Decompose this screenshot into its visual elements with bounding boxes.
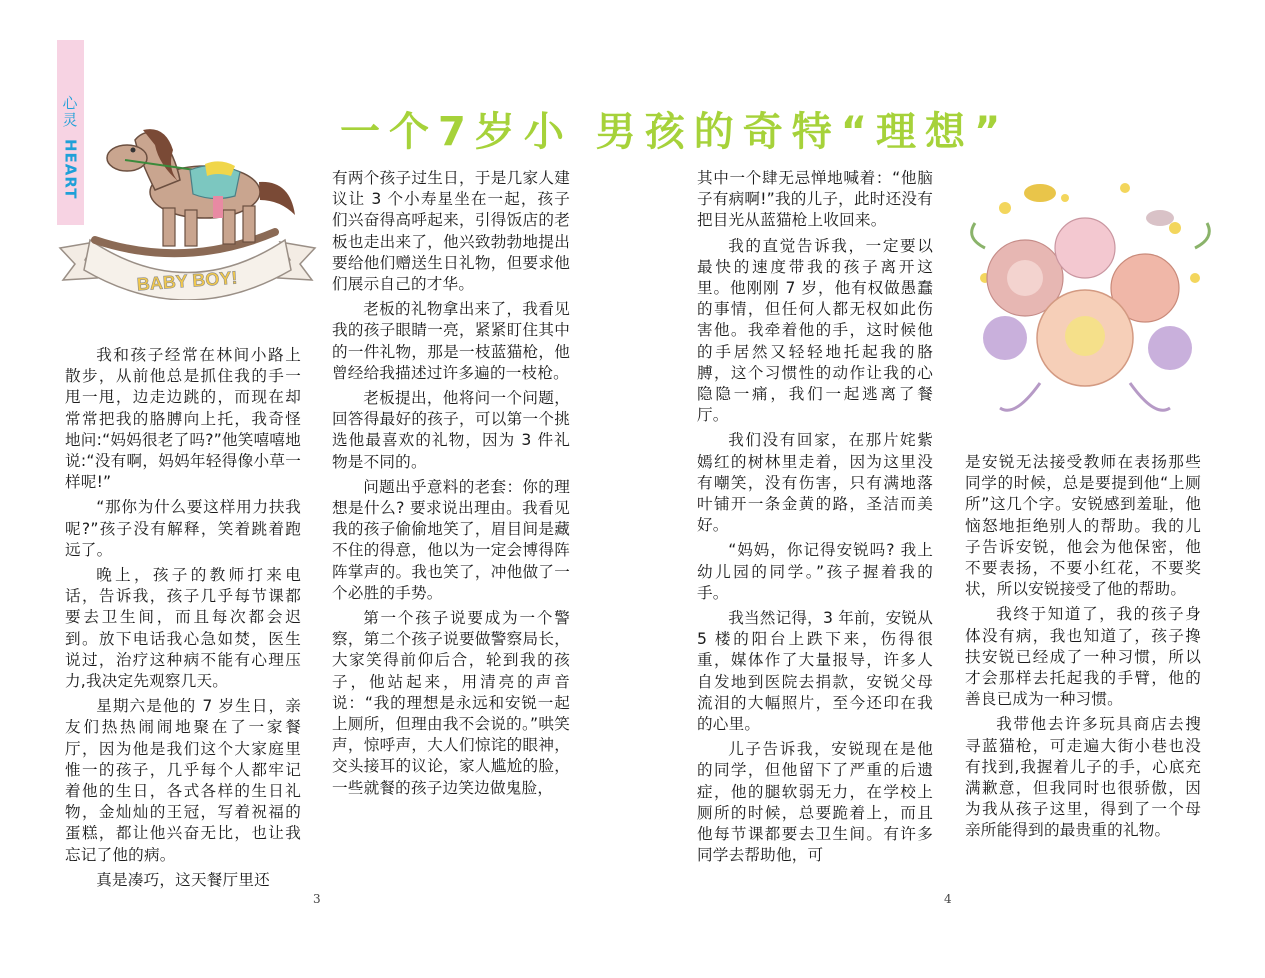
paragraph: “那你为什么要这样用力扶我呢?”孩子没有解释，笑着跳着跑远了。 (65, 498, 301, 559)
paragraph: 其中一个肆无忌惮地喊着：“他脑子有病啊!”我的儿子，此时还没有把目光从蓝猫枪上收回来。 (697, 169, 933, 230)
text-column-3 (697, 168, 933, 871)
flower-bouquet-illustration (945, 168, 1235, 443)
banner-text: BABY BOY! (136, 267, 238, 295)
paragraph: 是安锐无法接受教师在表扬那些同学的时候，总是要提到他“上厕所”这几个字。安锐感到羞耻，他恼怒地拒绝别人的帮助。我的儿子告诉安锐，他会为他保密，他不要表扬，不要小红花，不要奖状，所以安锐接受了他的帮助。 (965, 453, 1201, 599)
paragraph: 我终于知道了，我的孩子身体没有病，我也知道了，孩子搀扶安锐已经成了一种习惯，所以才会那样去托起我的手臂，他的善良已成为一种习惯。 (965, 605, 1201, 709)
paragraph: 真是凑巧，这天餐厅里还 (96, 870, 270, 889)
paragraph: 有两个孩子过生日，于是几家人建议让 3 个小寿星坐在一起，孩子们兴奋得高呼起来，引得饭店的老板也走出来了，他兴致勃勃地提出要给他们赠送生日礼物，但要求他们展示自己的才华。 (332, 169, 570, 294)
section-label-en: HEART (61, 139, 80, 200)
paragraph: 儿子告诉我，安锐现在是他的同学，但他留下了严重的后遗症，他的腿软弱无力，在学校上厕所的时候，总要跪着上，而且他每节课都要去卫生间。有许多同学去帮助他，可 (697, 740, 933, 865)
text-column-2 (332, 168, 570, 803)
article-title: 一个7岁小 男孩的奇特“理想” (340, 109, 1010, 155)
paragraph: 我们没有回家，在那片姹紫嫣红的树林里走着，因为这里没有嘲笑，没有伤害，只有满地落叶铺开一条金黄的路，圣洁而美好。 (697, 431, 933, 535)
text-column-1 (65, 345, 301, 895)
paragraph: 晚上，孩子的教师打来电话，告诉我，孩子几乎每节课都要去卫生间，而且每次都会迟到。放下电话我心急如焚，医生说过，治疗这种病不能有心理压力,我决定先观察几天。 (65, 566, 301, 691)
paragraph: 星期六是他的 7 岁生日，亲友们热热闹闹地聚在了一家餐厅，因为他是我们这个大家庭里惟一的孩子，几乎每个人都牢记着他的生日，各式各样的生日礼物，金灿灿的王冠，写着祝福的蛋糕，都让他兴奋无比，也让我忘记了他的病。 (65, 697, 301, 864)
paragraph: “妈妈，你记得安锐吗? 我上幼儿园的同学。”孩子握着我的手。 (697, 541, 933, 602)
text-column-4 (965, 452, 1201, 846)
paragraph: 我当然记得，3 年前，安锐从 5 楼的阳台上跌下来，伤得很重，媒体作了大量报导，许多人自发地到医院去捐款，安锐父母流泪的大幅照片，至今还印在我的心里。 (697, 609, 933, 734)
paragraph: 第一个孩子说要成为一个警察，第二个孩子说要做警察局长，大家笑得前仰后合，轮到我的孩子，他站起来，用清亮的声音说：“我的理想是永远和安锐一起上厕所，但理由我不会说的。”哄笑声，惊呼声，大人们惊诧的眼神，交头接耳的议论，家人尴尬的脸，一些就餐的孩子边笑边做鬼脸， (332, 609, 570, 797)
page-number-left: 3 (313, 892, 321, 906)
paragraph: 我的直觉告诉我，一定要以最快的速度带我的孩子离开这里。他刚刚 7 岁，他有权做愚蠢的事情，但任何人都无权如此伤害他。我牵着他的手，这时候他的手居然又轻轻地托起我的胳膊，这个习惯性的动作让我的心隐隐一痛，我们一起逃离了餐厅。 (697, 236, 933, 425)
page-number-right: 4 (944, 892, 952, 906)
paragraph: 老板的礼物拿出来了，我看见我的孩子眼睛一亮，紧紧盯住其中的一件礼物，那是一枝蓝猫枪，他曾经给我描述过许多遍的一枝枪。 (332, 300, 570, 382)
paragraph: 我和孩子经常在林间小路上散步，从前他总是抓住我的手一甩一甩，边走边跳的，而现在却常常把我的胳膊向上托，我奇怪地问:“妈妈很老了吗?”他笑嘻嘻地说:“没有啊，妈妈年轻得像小草一样呢!” (65, 346, 301, 492)
section-label-cn: 心灵 (62, 94, 78, 129)
paragraph: 我带他去许多玩具商店去搜寻蓝猫枪，可走遍大街小巷也没有找到,我握着儿子的手，心底充满歉意，但我同时也很骄傲，因为我从孩子这里，得到了一个母亲所能得到的最贵重的礼物。 (965, 715, 1201, 840)
paragraph: 老板提出，他将问一个问题，回答得最好的孩子，可以第一个挑选他最喜欢的礼物，因为 3 件礼物是不同的。 (332, 389, 570, 471)
rocking-horse-illustration (55, 120, 320, 300)
paragraph: 问题出乎意料的老套：你的理想是什么? 要求说出理由。我看见我的孩子偷偷地笑了，眉目间是藏不住的得意，他以为一定会博得阵阵掌声的。我也笑了，冲他做了一个必胜的手势。 (332, 477, 570, 602)
